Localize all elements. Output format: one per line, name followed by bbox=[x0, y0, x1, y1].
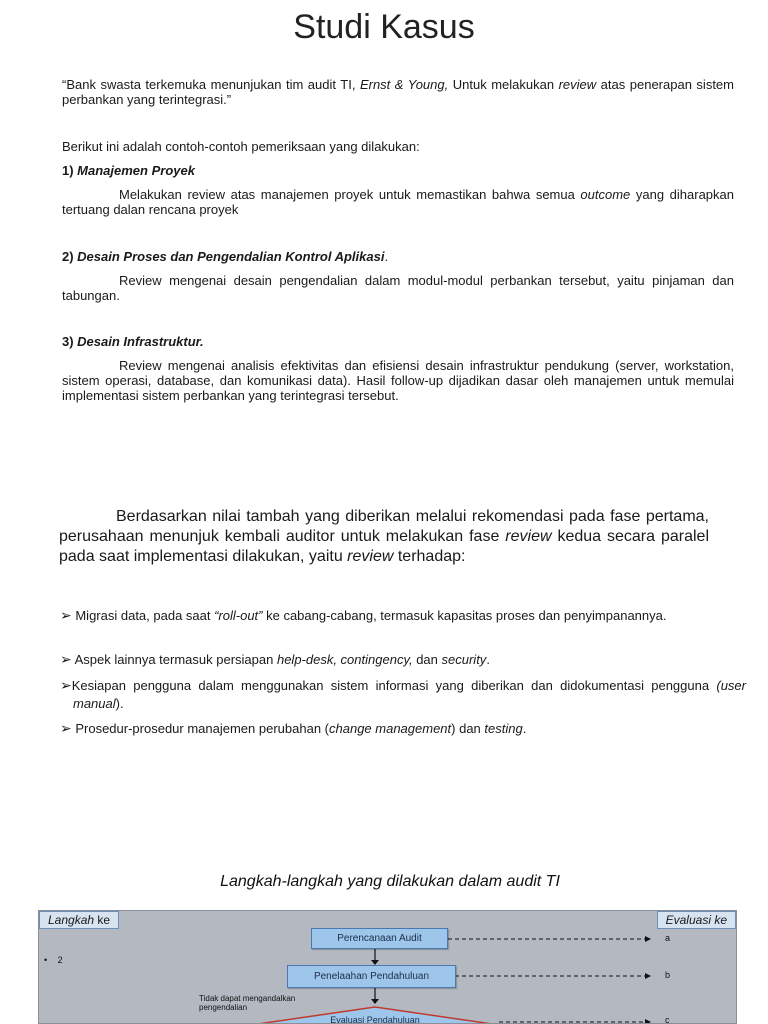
bullet-4-mid: ) dan bbox=[451, 721, 485, 736]
section-1-body-em: outcome bbox=[580, 187, 631, 202]
bullet-2-em: help-desk, contingency, bbox=[276, 652, 413, 667]
section-3-number: 3) bbox=[62, 334, 78, 349]
bullet-item-1 bbox=[60, 606, 746, 625]
phase2-em-2: review bbox=[347, 548, 394, 565]
step-evaluasi-pendahuluan: Evaluasi Pendahuluan bbox=[330, 1015, 420, 1024]
phase2-text-3: terhadap: bbox=[393, 548, 466, 565]
arrow-head-icon bbox=[371, 999, 379, 1004]
phase2-text-1: Berdasarkan nilai tambah yang diberikan melalui rekomendasi pada fase pertama, perusahaan menunjuk kembali auditor untuk melakukan fase bbox=[59, 508, 709, 545]
section-1-body-text: Melakukan review atas manajemen proyek untuk memastikan bahwa semua bbox=[119, 187, 581, 202]
arrow-head-icon bbox=[645, 973, 651, 979]
bullet-3-em: (user manual bbox=[73, 678, 746, 711]
bullet-2-end: . bbox=[486, 652, 490, 667]
bullet-dot-icon: • bbox=[44, 955, 48, 965]
bullet-1-text: Migrasi data, pada saat bbox=[71, 608, 215, 623]
section-1-number: 1) bbox=[62, 163, 78, 178]
section-1-body-end: yang diharapkan tertuang dalan rencana proyek bbox=[62, 187, 734, 217]
bullet-2-text: Aspek lainnya termasuk persiapan bbox=[71, 652, 277, 667]
intro-review: review bbox=[558, 77, 597, 92]
diagram-bullet-number: 2 bbox=[57, 955, 63, 965]
note-tidak-dapat: Tidak dapat mengandalkan pengendalian bbox=[199, 994, 296, 1012]
intro-firm: Ernst & Young, bbox=[359, 77, 449, 92]
page-title: Studi Kasus bbox=[293, 8, 475, 46]
bullet-4-end: . bbox=[522, 721, 527, 736]
tag-langkah-rest: ke bbox=[94, 913, 111, 927]
phase2-em-1: review bbox=[505, 528, 552, 545]
section-3-body: Review mengenai analisis efektivitas dan efisiensi desain infrastruktur pendukung (server, workstation, sistem operasi, database, dan komunikasi data). Hasil follow-up dijadikan dasar oleh manajemen untuk memulai implementasi sistem perbankan yang terintegrasi tersebut. bbox=[62, 358, 734, 403]
section-1-title: Manajemen Proyek bbox=[77, 163, 195, 178]
eval-letter-a: a bbox=[665, 933, 671, 943]
bullet-arrow-icon: ➢ bbox=[60, 607, 72, 623]
intro-text-1: “Bank swasta terkemuka menunjukan tim audit TI, bbox=[62, 77, 360, 92]
bullet-arrow-icon: ➢ bbox=[60, 720, 72, 736]
step-penelaahan-pendahuluan: Penelaahan Pendahuluan bbox=[287, 965, 456, 988]
bullet-4-em2: testing bbox=[484, 721, 523, 736]
arrow-head-icon bbox=[645, 1019, 651, 1024]
phase2-paragraph bbox=[59, 507, 709, 567]
intro-text-2: Untuk melakukan bbox=[448, 77, 559, 92]
bullet-item-3 bbox=[60, 676, 746, 713]
bullet-arrow-icon: ➢ bbox=[60, 677, 72, 693]
diagram-title: Langkah-langkah yang dilakukan dalam audit TI bbox=[220, 873, 560, 890]
bullet-item-2 bbox=[60, 650, 746, 669]
eval-letter-c: c bbox=[665, 1015, 670, 1024]
phase2-text-2: kedua secara paralel pada saat implementasi dilakukan, yaitu bbox=[59, 528, 710, 565]
section-3-heading bbox=[62, 334, 734, 349]
intro-text-3: atas penerapan sistem perbankan yang terintegrasi.” bbox=[62, 77, 734, 107]
section-2-body: Review mengenai desain pengendalian dalam modul-modul perbankan tersebut, yaitu pinjaman dan tabungan. bbox=[62, 273, 734, 303]
bullet-2-mid: dan bbox=[412, 652, 442, 667]
bullet-4-text: Prosedur-prosedur manajemen perubahan ( bbox=[71, 721, 329, 736]
section-3-title: Desain Infrastruktur. bbox=[77, 334, 204, 349]
bullet-3-text: Kesiapan pengguna dalam menggunakan sistem informasi yang diberikan dan didokumentasi pengguna bbox=[71, 678, 717, 693]
bullet-2-em2: security bbox=[441, 652, 487, 667]
bullet-arrow-icon: ➢ bbox=[60, 651, 72, 667]
bullet-1-em: “roll-out” bbox=[214, 608, 263, 623]
intro-quote bbox=[62, 77, 734, 107]
section-2-heading: 2) Desain Proses dan Pengendalian Kontrol Aplikasi. bbox=[62, 249, 389, 264]
section-2-title: Desain Proses dan Pengendalian Kontrol Aplikasi bbox=[77, 249, 385, 264]
examples-lead: Berikut ini adalah contoh-contoh pemeriksaan yang dilakukan: bbox=[62, 139, 420, 154]
tag-evaluasi: Evaluasi ke bbox=[657, 911, 736, 929]
step-perencanaan-audit: Perencanaan Audit bbox=[311, 928, 448, 949]
bullet-3-end: ). bbox=[115, 696, 124, 711]
arrow-head-icon bbox=[645, 936, 651, 942]
bullet-item-4 bbox=[60, 719, 746, 738]
eval-letter-b: b bbox=[665, 970, 671, 980]
bullet-1-end: ke cabang-cabang, termasuk kapasitas proses dan penyimpanannya. bbox=[262, 608, 667, 623]
audit-steps-diagram bbox=[38, 910, 737, 1024]
section-2-number: 2) bbox=[62, 249, 78, 264]
section-1-heading bbox=[62, 163, 734, 178]
bullet-4-em: change management bbox=[329, 721, 452, 736]
section-1-body bbox=[62, 187, 734, 217]
tag-langkah-em: Langkah bbox=[48, 913, 95, 927]
